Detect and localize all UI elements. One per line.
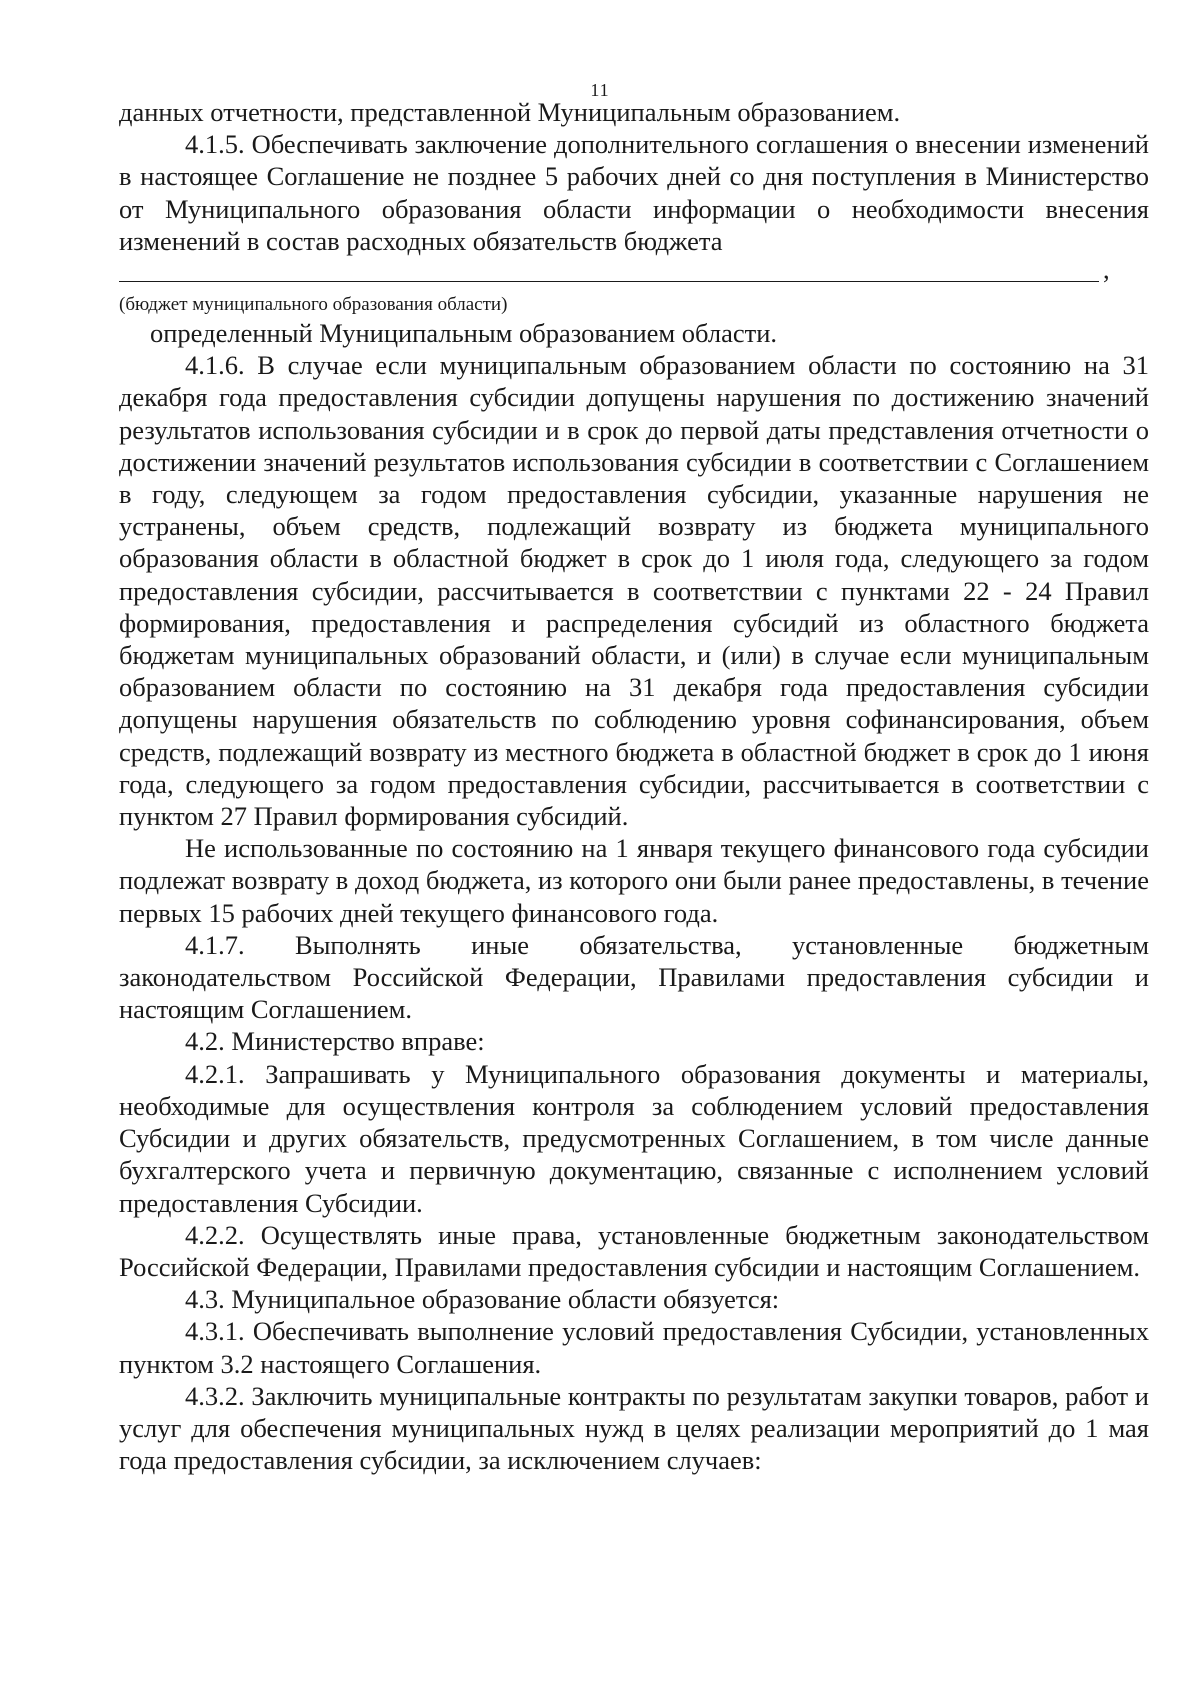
- page-number: 11: [590, 80, 610, 100]
- paragraph-unused-subsidies: Не использованные по состоянию на 1 января текущего финансового года субсидии подлежат возврату в доход бюджета, из которого они были ранее предоставлены, в течение первых 15 рабочих дней текущего финансового года.: [119, 833, 1149, 928]
- paragraph-4-2: 4.2. Министерство вправе:: [185, 1026, 485, 1057]
- paragraph-continuation: данных отчетности, представленной Муниципальным образованием.: [119, 97, 901, 127]
- paragraph-4-3-2: 4.3.2. Заключить муниципальные контракты по результатам закупки товаров, работ и услуг для обеспечения муниципальных нужд в целях реализации мероприятий до 1 мая года предоставления субсидии, за исключением случаев:: [119, 1380, 1149, 1476]
- blank-line-field: [119, 254, 1149, 293]
- paragraph-4-1-7: 4.1.7. Выполнять иные обязательства, установленные бюджетным законодательством Российской Федерации, Правилами предоставления субсидии и настоящим Соглашением.: [119, 929, 1149, 1025]
- paragraph-4-1-6: 4.1.6. В случае если муниципальным образованием области по состоянию на 31 декабря года предоставления субсидии допущены нарушения по достижению значений результатов использования субсидии и в срок до первой даты представления отчетности о достижении значений результатов использования субсидии в соответствии с Соглашением в году, следующем за годом предоставления субсидии, указанные нарушения не устранены, объем средств, подлежащий возврату из бюджета муниципального образования области в областной бюджет в срок до 1 июля года, следующего за годом предоставления субсидии, рассчитывается в соответствии с пунктами 22 - 24 Правил формирования, предоставления и распределения субсидий из областного бюджета бюджетам муниципальных образований области, и (или) в случае если муниципальным образованием области по состоянию на 31 декабря года предоставления субсидии допущены нарушения обязательств по соблюдению уровня софинансирования, объем средств, подлежащий возврату из местного бюджета в областной бюджет в срок до 1 июня года, следующего за годом предоставления субсидии, рассчитывается в соответствии с пунктом 27 Правил формирования субсидий.: [119, 350, 1149, 832]
- paragraph-4-2-2: 4.2.2. Осуществлять иные права, установленные бюджетным законодательством Российской Федерации, Правилами предоставления субсидии и настоящим Соглашением.: [119, 1219, 1149, 1282]
- paragraph-4-1-5: 4.1.5. Обеспечивать заключение дополнительного соглашения о внесении изменений в настоящее Соглашение не позднее 5 рабочих дней со дня поступления в Министерство от Муниципального образования области информации о необходимости внесения изменений в состав расходных обязательств бюджета: [119, 129, 1149, 256]
- paragraph-4-3: 4.3. Муниципальное образование области обязуется:: [185, 1284, 780, 1315]
- blank-underline: [119, 281, 1099, 282]
- paragraph-4-2-1: 4.2.1. Запрашивать у Муниципального образования документы и материалы, необходимые для осуществления контроля за соблюдением условий предоставления Субсидии и других обязательств, предусмотренных Соглашением, в том числе данные бухгалтерского учета и первичную документацию, связанные с исполнением условий предоставления Субсидии.: [119, 1058, 1149, 1218]
- paragraph-4-1-5-end: определенный Муниципальным образованием области.: [150, 318, 778, 349]
- underline-caption: (бюджет муниципального образования области): [119, 294, 508, 316]
- paragraph-4-3-1: 4.3.1. Обеспечивать выполнение условий предоставления Субсидии, установленных пунктом 3.2 настоящего Соглашения.: [119, 1316, 1149, 1379]
- document-body: [119, 96, 1149, 1476]
- blank-line-comma: ,: [1103, 254, 1110, 285]
